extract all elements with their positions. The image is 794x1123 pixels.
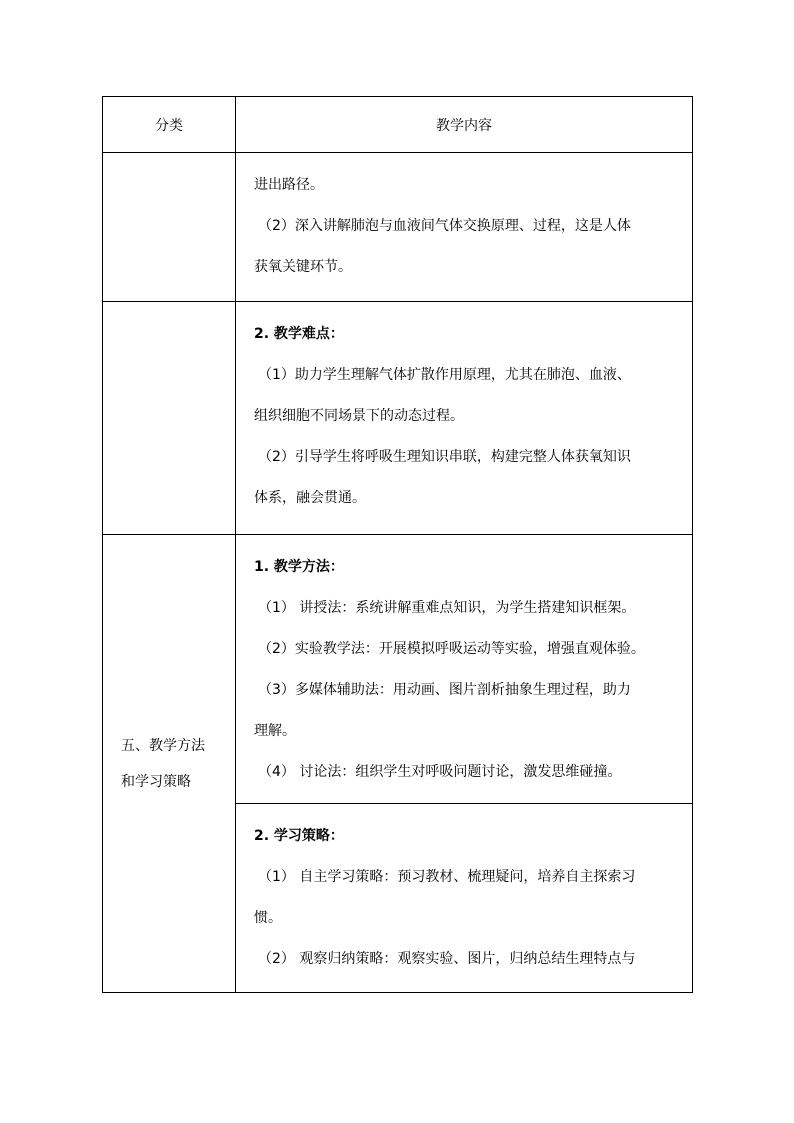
content-cell [236, 804, 693, 993]
table-row [103, 153, 693, 302]
teaching-plan-table [102, 96, 693, 993]
content-cell [236, 535, 693, 804]
category-label-line: 和学习策略 [121, 773, 191, 790]
content-cell [236, 302, 693, 535]
content-line: （1） 自主学习策略：预习教材、梳理疑问，培养自主探索习 [258, 869, 636, 885]
content-line: （4） 讨论法：组织学生对呼吸问题讨论，激发思维碰撞。 [258, 764, 622, 780]
section-title: 1. 教学方法： [254, 559, 344, 575]
table-header-row [103, 97, 693, 153]
content-line: 进出路径。 [254, 177, 324, 193]
content-line: 组织细胞不同场景下的动态过程。 [254, 408, 464, 424]
category-cell-teaching-methods [103, 535, 236, 993]
section-title: 2. 教学难点： [254, 326, 344, 342]
content-line: （2）深入讲解肺泡与血液间气体交换原理、过程，这是人体 [258, 218, 631, 234]
content-line: （2）实验教学法：开展模拟呼吸运动等实验，增强直观体验。 [258, 641, 645, 657]
content-cell [236, 153, 693, 302]
content-line: 获氧关键环节。 [254, 259, 352, 275]
category-label-line: 五、教学方法 [121, 737, 205, 754]
content-line: （2） 观察归纳策略：观察实验、图片，归纳总结生理特点与 [258, 951, 636, 967]
content-line: 惯。 [254, 910, 282, 926]
table-row [103, 302, 693, 535]
content-line: 理解。 [254, 723, 296, 739]
header-category: 分类 [103, 97, 236, 153]
content-line: （1）助力学生理解气体扩散作用原理，尤其在肺泡、血液、 [258, 367, 631, 383]
content-line: 体系，融会贯通。 [254, 490, 366, 506]
section-title: 2. 学习策略： [254, 828, 344, 844]
content-line: （1） 讲授法：系统讲解重难点知识，为学生搭建知识框架。 [258, 600, 636, 616]
content-line: （2）引导学生将呼吸生理知识串联，构建完整人体获氧知识 [258, 449, 631, 465]
category-cell-empty [103, 153, 236, 302]
content-line: （3）多媒体辅助法：用动画、图片剖析抽象生理过程，助力 [258, 682, 631, 698]
header-content: 教学内容 [236, 97, 693, 153]
category-cell-empty [103, 302, 236, 535]
table-row [103, 535, 693, 804]
